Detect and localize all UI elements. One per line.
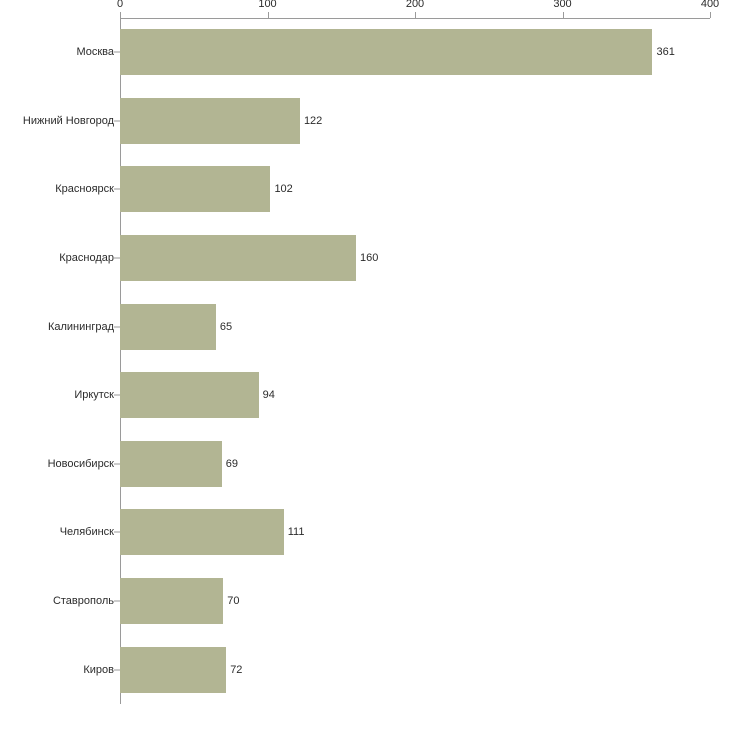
x-tick-label: 100 bbox=[258, 0, 277, 10]
bar-value-label: 361 bbox=[656, 46, 675, 59]
bar-row bbox=[59, 498, 710, 567]
bar-value-label: 70 bbox=[227, 595, 240, 608]
category-label: Иркутск bbox=[74, 389, 114, 402]
bar-value-label: 94 bbox=[262, 389, 275, 402]
bar-value-label: 69 bbox=[225, 457, 239, 470]
bar-row bbox=[83, 635, 710, 704]
bar-row bbox=[55, 155, 710, 224]
bar[interactable] bbox=[120, 509, 284, 555]
category-label: Калининград bbox=[47, 320, 114, 333]
bar-row bbox=[74, 361, 710, 430]
category-label: Новосибирск bbox=[47, 457, 114, 470]
plot-area bbox=[22, 0, 720, 704]
bar[interactable] bbox=[120, 166, 270, 212]
bar[interactable] bbox=[120, 647, 226, 693]
bar[interactable] bbox=[120, 98, 300, 144]
bar-value-label: 122 bbox=[303, 114, 323, 127]
bar[interactable] bbox=[120, 29, 652, 75]
x-tick-label: 200 bbox=[405, 0, 425, 10]
x-tick-mark bbox=[710, 12, 711, 18]
x-tick-label: 0 bbox=[116, 0, 124, 10]
bar-value-label: 160 bbox=[360, 252, 379, 265]
bar-row bbox=[47, 292, 710, 361]
bar-row bbox=[22, 87, 710, 156]
category-label: Москва bbox=[76, 46, 114, 59]
bar-row bbox=[59, 224, 710, 293]
bar-value-label: 65 bbox=[219, 320, 233, 333]
bar[interactable] bbox=[120, 441, 222, 487]
bar[interactable] bbox=[120, 372, 259, 418]
bar-value-label: 102 bbox=[274, 183, 293, 196]
category-label: Красноярск bbox=[55, 183, 114, 196]
bar[interactable] bbox=[120, 235, 356, 281]
x-tick-label: 300 bbox=[553, 0, 572, 10]
category-label: Краснодар bbox=[59, 252, 114, 265]
bar-value-label: 111 bbox=[287, 526, 305, 539]
category-label: Челябинск bbox=[59, 526, 114, 539]
bar[interactable] bbox=[120, 304, 216, 350]
bar-row bbox=[76, 18, 710, 87]
bar-row bbox=[47, 430, 710, 499]
x-tick-label: 400 bbox=[700, 0, 720, 10]
bar-value-label: 72 bbox=[230, 663, 243, 676]
category-label: Нижний Новгород bbox=[22, 114, 114, 127]
bar-row bbox=[52, 567, 710, 636]
category-label: Ставрополь bbox=[52, 595, 114, 608]
category-label: Киров bbox=[83, 663, 114, 676]
bar[interactable] bbox=[120, 578, 223, 624]
